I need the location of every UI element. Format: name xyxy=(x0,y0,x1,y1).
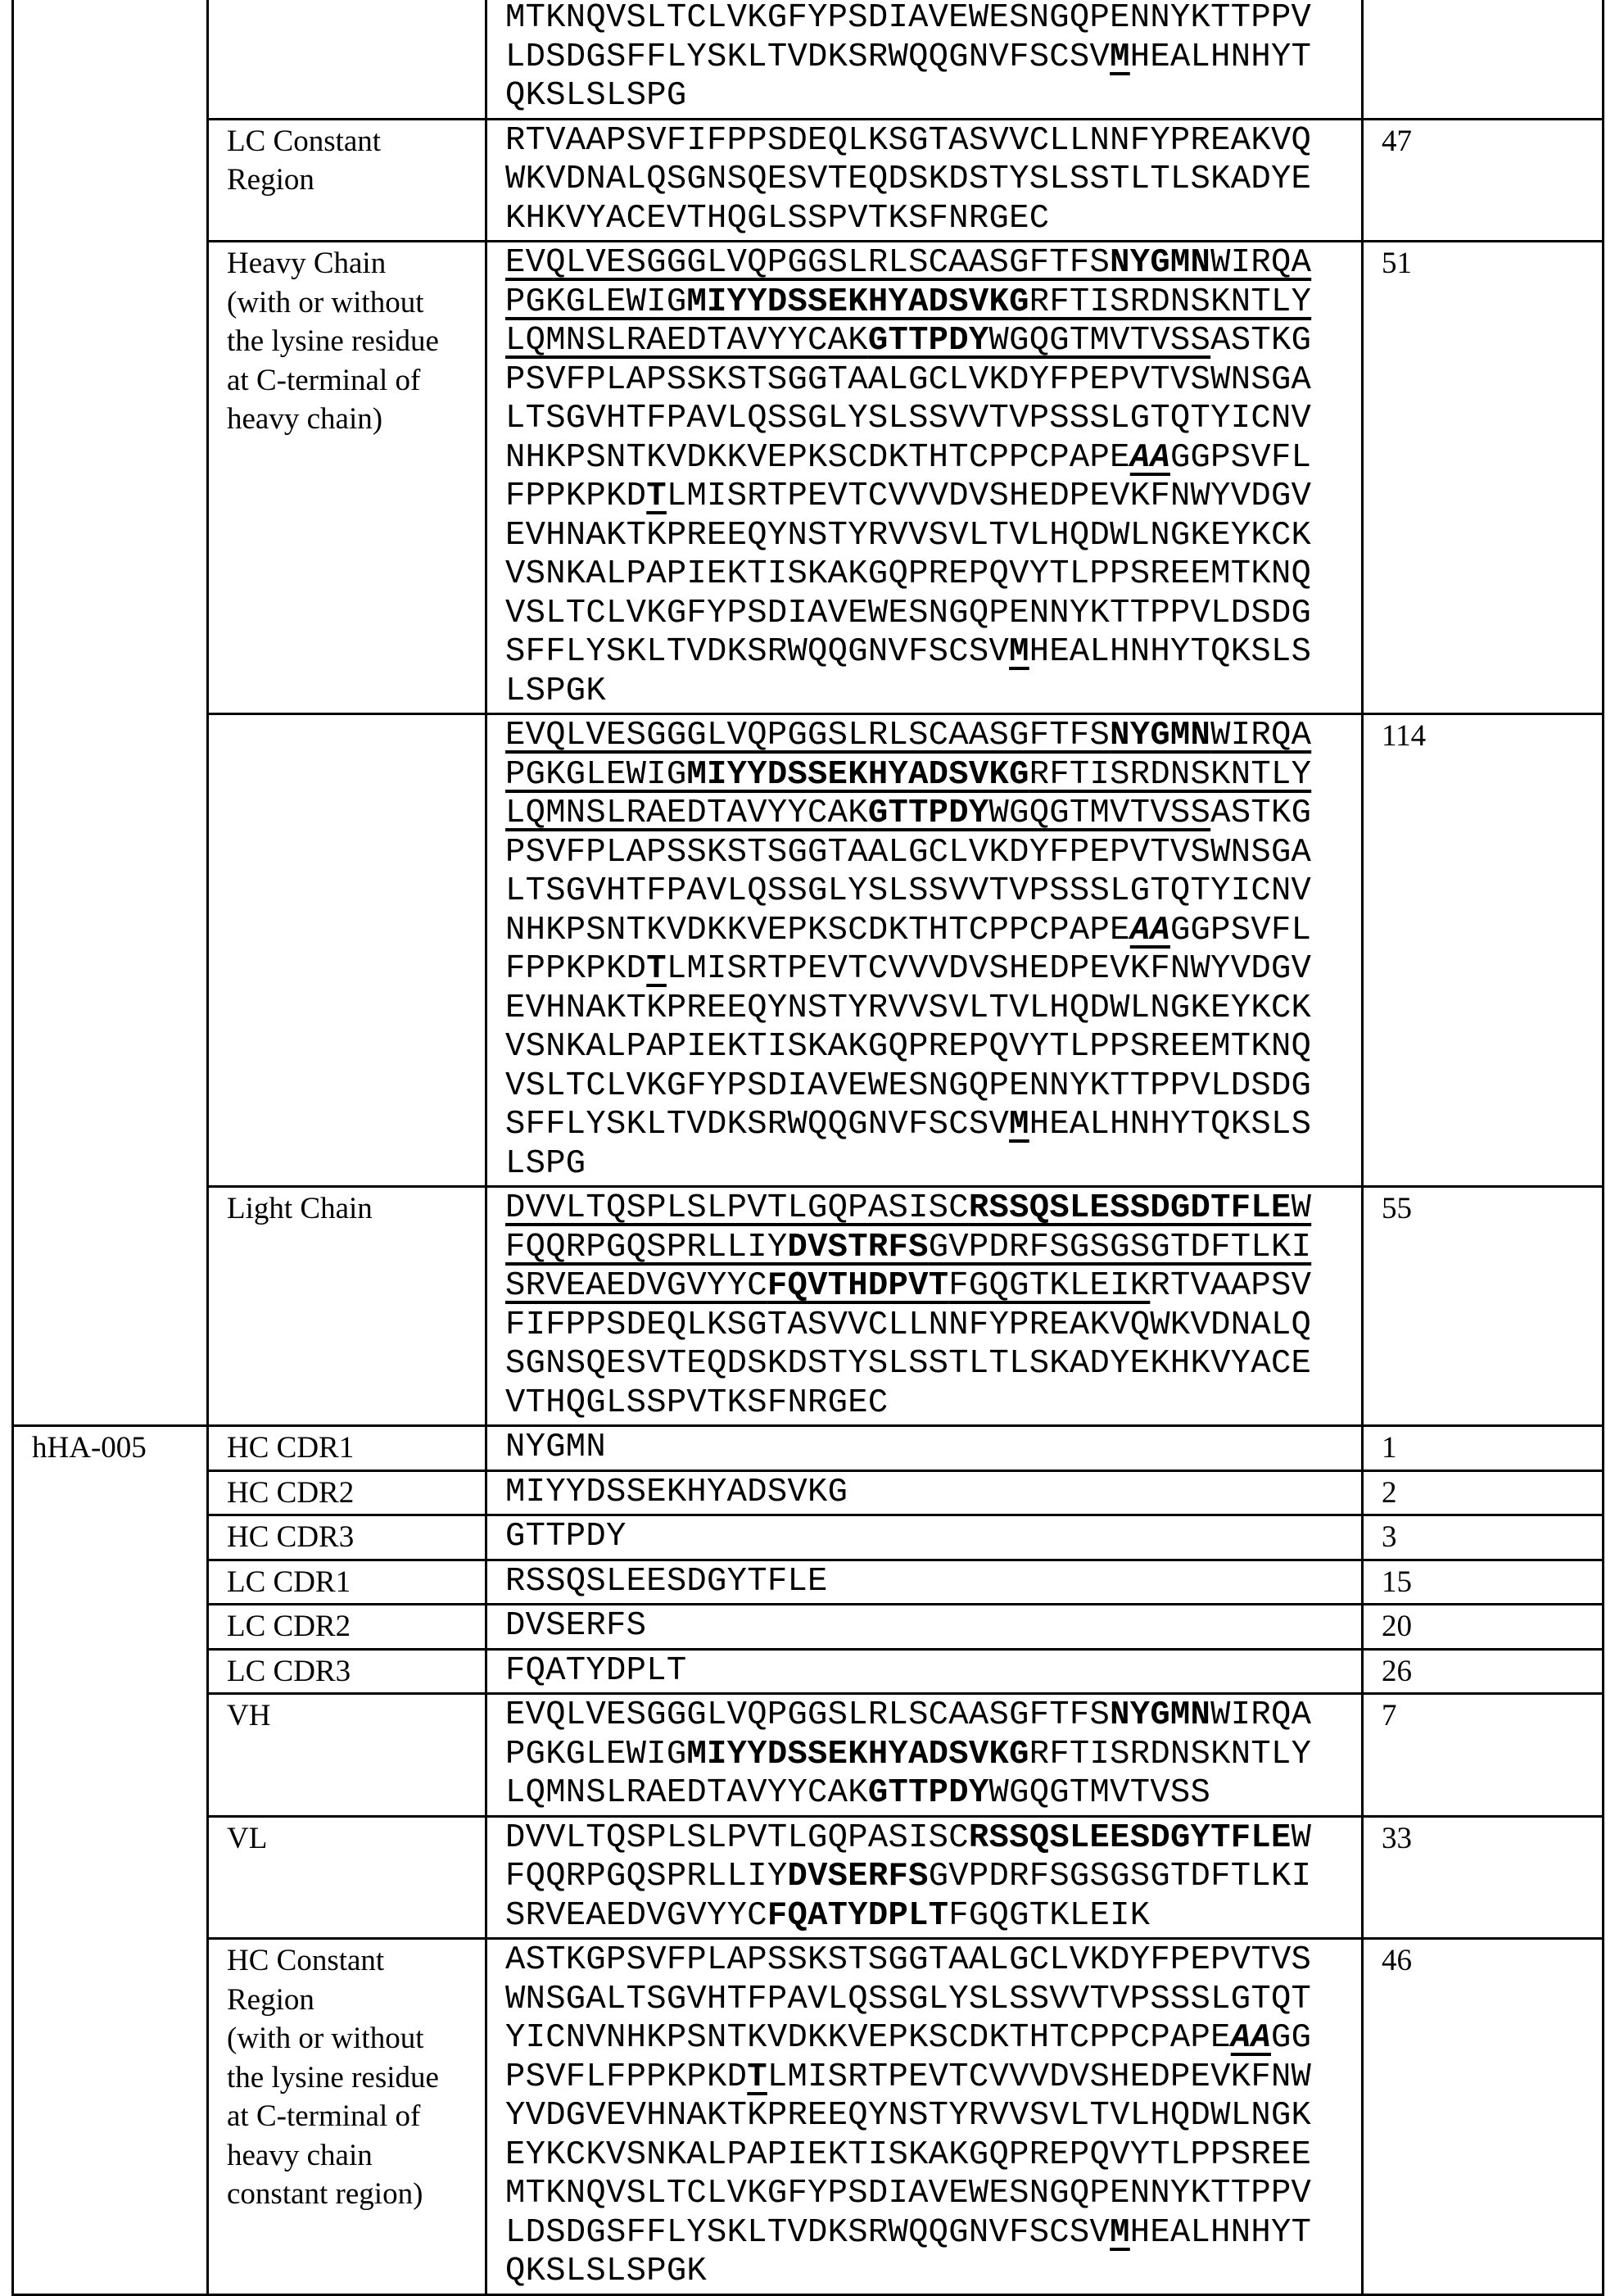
sequence-segment: ASTKG xyxy=(1210,322,1311,360)
sequence-cell xyxy=(486,1649,1363,1694)
sequence-segment: LMISRTPEVTCVVVDVSHEDPEVKFNW xyxy=(767,2058,1311,2096)
sequence-segment: WNSGALTSGVHTFPAVLQSSGLYSLSSVVTVPSSSLGTQT xyxy=(505,1981,1311,2018)
sequence-segment: FQQRPGQSPRLLIY xyxy=(505,1858,787,1895)
highlighted-residues: GTTPDY xyxy=(868,795,989,832)
sequence-line xyxy=(505,672,1353,712)
sequence-segment: LDSDGSFFLYSKLTVDKSRWQQGNVFSCSV xyxy=(505,38,1110,76)
sequence-segment: RTVAAPSVFIFPPSDEQLKSGTASVVCLLNNFYPREAKVQ xyxy=(505,122,1311,160)
sequence-segment: WGQGTMVTVSS xyxy=(989,795,1211,832)
sequence-segment: GGPSVFL xyxy=(1170,912,1311,949)
sequence-line xyxy=(505,1384,1353,1424)
table-row xyxy=(13,242,1604,714)
sequence-line xyxy=(505,1652,1353,1691)
region-label: HC CDR1 xyxy=(208,1426,486,1471)
sequence-line xyxy=(505,1518,1353,1557)
sequence-segment: LQMNSLRAEDTAVYYCAK xyxy=(505,322,868,360)
sequence-cell xyxy=(486,119,1363,242)
sequence-segment: GVPDRFSGSGSGTDFTLKI xyxy=(929,1858,1311,1895)
region-label: VH xyxy=(208,1694,486,1817)
sequence-line xyxy=(505,795,1353,834)
sequence-table xyxy=(11,0,1604,2296)
sequence-segment: EVHNAKTKPREEQYNSTYRVVSVLTVLHQDWLNGKEYKCK xyxy=(505,517,1311,555)
sequence-line xyxy=(505,2136,1353,2176)
sequence-cell xyxy=(486,1187,1363,1426)
sequence-line xyxy=(505,872,1353,912)
sequence-segment: HEALHNHYT xyxy=(1130,2214,1311,2252)
highlighted-residues: AA xyxy=(1130,439,1170,477)
highlighted-residues: NYGMN xyxy=(1110,717,1210,754)
sequence-segment: FGQGTKLEIK xyxy=(948,1897,1150,1935)
sequence-segment: MTKNQVSLTCLVKGFYPSDIAVEWESNGQPENNYKTTPPV xyxy=(505,0,1311,37)
sequence-line xyxy=(505,912,1353,951)
seq-id-number: 15 xyxy=(1363,1560,1604,1605)
seq-id-number: 51 xyxy=(1363,242,1604,714)
highlighted-residues: RSSQSLEESDGYTFLE xyxy=(969,1819,1292,1857)
sequence-segment: NYGMN xyxy=(505,1429,606,1466)
sequence-line xyxy=(505,361,1353,401)
sequence-segment: LQMNSLRAEDTAVYYCAK xyxy=(505,1774,868,1812)
sequence-segment: W xyxy=(1292,1819,1312,1857)
sequence-segment: RFTISRDNSKNTLY xyxy=(1029,283,1311,321)
sequence-segment: GTTPDY xyxy=(505,1518,627,1556)
sequence-cell xyxy=(486,1816,1363,1939)
highlighted-residues: T xyxy=(646,478,667,515)
sequence-line xyxy=(505,1229,1353,1268)
highlighted-residues: T xyxy=(646,950,667,988)
sequence-cell xyxy=(486,0,1363,119)
sequence-segment: FIFPPSDEQLKSGTASVVCLLNNFYPREAKVQWKVDNALQ xyxy=(505,1307,1311,1344)
sequence-line xyxy=(505,1145,1353,1184)
sequence-segment: EVQLVESGGGLVQPGGSLRLSCAASGFTFS xyxy=(505,717,1110,754)
sequence-segment: WIRQA xyxy=(1210,717,1311,754)
sequence-cell xyxy=(486,1470,1363,1515)
sequence-line xyxy=(505,756,1353,795)
sequence-segment: ASTKGPSVFPLAPSSKSTSGGTAALGCLVKDYFPEPVTVS xyxy=(505,1941,1311,1979)
sequence-segment: RTVAAPSV xyxy=(1150,1267,1311,1305)
seq-id-number: 46 xyxy=(1363,1939,1604,2295)
sequence-line xyxy=(505,633,1353,672)
sequence-segment: GGPSVFL xyxy=(1170,439,1311,477)
sequence-segment: QKSLSLSPG xyxy=(505,77,686,115)
seq-id-number: 33 xyxy=(1363,1816,1604,1939)
sequence-segment: NHKPSNTKVDKKVEPKSCDKTHTCPPCPAPE xyxy=(505,912,1130,949)
sequence-segment: EVQLVESGGGLVQPGGSLRLSCAASGFTFS xyxy=(505,244,1110,282)
sequence-cell xyxy=(486,714,1363,1187)
seq-id-number: 1 xyxy=(1363,1426,1604,1471)
sequence-line xyxy=(505,2058,1353,2098)
sequence-segment: GG xyxy=(1271,2019,1311,2057)
highlighted-residues: MIYYDSSEKHYADSVKG xyxy=(686,1736,1029,1773)
sequence-cell xyxy=(486,1426,1363,1471)
sequence-segment: LSPGK xyxy=(505,672,606,710)
table-row xyxy=(13,1649,1604,1694)
sequence-segment: HEALHNHYTQKSLS xyxy=(1029,633,1311,671)
sequence-segment: LTSGVHTFPAVLQSSGLYSLSSVVTVPSSSLGTQTYICNV xyxy=(505,400,1311,437)
sequence-segment: VTHQGLSSPVTKSFNRGEC xyxy=(505,1384,888,1422)
sequence-segment: PSVFPLAPSSKSTSGGTAALGCLVKDYFPEPVTVSWNSGA xyxy=(505,361,1311,399)
sequence-segment: QKSLSLSPGK xyxy=(505,2253,707,2290)
sequence-segment: HEALHNHYTQKSLS xyxy=(1029,1106,1311,1143)
sequence-line xyxy=(505,717,1353,756)
sequence-line xyxy=(505,950,1353,989)
sequence-table-body xyxy=(13,0,1604,2294)
seq-id-number: 3 xyxy=(1363,1515,1604,1560)
highlighted-residues: MIYYDSSEKHYADSVKG xyxy=(686,283,1029,321)
sequence-line xyxy=(505,1736,1353,1775)
highlighted-residues: DVSERFS xyxy=(787,1858,928,1895)
highlighted-residues: GTTPDY xyxy=(868,322,989,360)
table-row xyxy=(13,1560,1604,1605)
region-label xyxy=(208,714,486,1187)
sequence-segment: FPPKPKD xyxy=(505,478,646,515)
antibody-name-cell xyxy=(13,0,208,1426)
sequence-cell xyxy=(486,1560,1363,1605)
sequence-cell xyxy=(486,1605,1363,1650)
seq-id-number xyxy=(1363,0,1604,119)
sequence-cell xyxy=(486,1939,1363,2295)
sequence-line xyxy=(505,2253,1353,2292)
highlighted-residues: M xyxy=(1009,1106,1029,1143)
sequence-line xyxy=(505,400,1353,439)
sequence-line xyxy=(505,283,1353,323)
sequence-line xyxy=(505,322,1353,361)
table-row xyxy=(13,0,1604,119)
seq-id-number: 55 xyxy=(1363,1187,1604,1426)
sequence-segment: NHKPSNTKVDKKVEPKSCDKTHTCPPCPAPE xyxy=(505,439,1130,477)
highlighted-residues: AA xyxy=(1231,2019,1271,2057)
sequence-line xyxy=(505,1819,1353,1859)
sequence-line xyxy=(505,244,1353,283)
sequence-segment: PSVFLFPPKPKD xyxy=(505,2058,747,2096)
sequence-segment: SFFLYSKLTVDKSRWQQGNVFSCSV xyxy=(505,633,1009,671)
sequence-segment: DVSERFS xyxy=(505,1607,646,1645)
sequence-line xyxy=(505,989,1353,1029)
sequence-line xyxy=(505,0,1353,38)
region-label: LC CDR3 xyxy=(208,1649,486,1694)
sequence-line xyxy=(505,2019,1353,2058)
sequence-segment: MTKNQVSLTCLVKGFYPSDIAVEWESNGQPENNYKTTPPV xyxy=(505,2175,1311,2212)
sequence-line xyxy=(505,1189,1353,1229)
sequence-cell xyxy=(486,242,1363,714)
sequence-segment: LMISRTPEVTCVVVDVSHEDPEVKFNWYVDGV xyxy=(667,478,1311,515)
region-label xyxy=(208,0,486,119)
sequence-segment: PGKGLEWIG xyxy=(505,1736,686,1773)
sequence-line xyxy=(505,1774,1353,1814)
sequence-line xyxy=(505,1067,1353,1107)
highlighted-residues: AA xyxy=(1130,912,1170,949)
sequence-line xyxy=(505,1307,1353,1346)
table-row xyxy=(13,1816,1604,1939)
sequence-segment: FQATYDPLT xyxy=(505,1652,686,1690)
sequence-segment: YICNVNHKPSNTKVDKKVEPKSCDKTHTCPPCPAPE xyxy=(505,2019,1231,2057)
highlighted-residues: M xyxy=(1009,633,1029,671)
sequence-line xyxy=(505,1897,1353,1936)
sequence-line xyxy=(505,555,1353,595)
region-label: LC CDR2 xyxy=(208,1605,486,1650)
highlighted-residues: DVSTRFS xyxy=(787,1229,928,1266)
region-label: Heavy Chain (with or without the lysine residue at C-terminal of heavy chain) xyxy=(208,242,486,714)
table-row xyxy=(13,1515,1604,1560)
sequence-segment: VSNKALPAPIEKTISKAKGQPREPQVYTLPPSREEMTKNQ xyxy=(505,1028,1311,1066)
sequence-line xyxy=(505,517,1353,556)
sequence-line xyxy=(505,122,1353,161)
sequence-segment: EVQLVESGGGLVQPGGSLRLSCAASGFTFS xyxy=(505,1696,1110,1734)
sequence-line xyxy=(505,595,1353,634)
region-label: LC CDR1 xyxy=(208,1560,486,1605)
sequence-segment: LMISRTPEVTCVVVDVSHEDPEVKFNWYVDGV xyxy=(667,950,1311,988)
sequence-line xyxy=(505,1474,1353,1513)
sequence-segment: SRVEAEDVGVYYC xyxy=(505,1267,767,1305)
table-row xyxy=(13,1694,1604,1817)
sequence-cell xyxy=(486,1515,1363,1560)
sequence-line xyxy=(505,1267,1353,1307)
highlighted-residues: FQATYDPLT xyxy=(767,1897,948,1935)
sequence-segment: SRVEAEDVGVYYC xyxy=(505,1897,767,1935)
sequence-segment: YVDGVEVHNAKTKPREEQYNSTYRVVSVLTVLHQDWLNGK xyxy=(505,2097,1311,2135)
sequence-line xyxy=(505,478,1353,517)
sequence-segment: VSLTCLVKGFYPSDIAVEWESNGQPENNYKTTPPVLDSDG xyxy=(505,1067,1311,1105)
highlighted-residues: RSSQSLESSDGDTFLE xyxy=(969,1189,1292,1227)
sequence-segment: RSSQSLEESDGYTFLE xyxy=(505,1563,828,1601)
sequence-line xyxy=(505,1607,1353,1646)
sequence-segment: RFTISRDNSKNTLY xyxy=(1029,756,1311,794)
sequence-segment: FPPKPKD xyxy=(505,950,646,988)
seq-id-number: 7 xyxy=(1363,1694,1604,1817)
sequence-segment: GVPDRFSGSGSGTDFTLKI xyxy=(929,1229,1311,1266)
highlighted-residues: MIYYDSSEKHYADSVKG xyxy=(686,756,1029,794)
seq-id-number: 20 xyxy=(1363,1605,1604,1650)
sequence-segment: LQMNSLRAEDTAVYYCAK xyxy=(505,795,868,832)
region-label: HC CDR3 xyxy=(208,1515,486,1560)
sequence-line xyxy=(505,200,1353,239)
seq-id-number: 26 xyxy=(1363,1649,1604,1694)
sequence-line xyxy=(505,1941,1353,1981)
seq-id-number: 114 xyxy=(1363,714,1604,1187)
sequence-line xyxy=(505,1106,1353,1145)
sequence-segment: LSPG xyxy=(505,1145,586,1183)
sequence-cell xyxy=(486,1694,1363,1817)
sequence-line xyxy=(505,439,1353,478)
table-row xyxy=(13,1187,1604,1426)
sequence-segment: MIYYDSSEKHYADSVKG xyxy=(505,1474,848,1511)
sequence-line xyxy=(505,161,1353,200)
sequence-segment: EYKCKVSNKALPAPIEKTISKAKGQPREPQVYTLPPSREE xyxy=(505,2136,1311,2174)
sequence-segment: KHKVYACEVTHQGLSSPVTKSFNRGEC xyxy=(505,200,1049,238)
table-row xyxy=(13,1605,1604,1650)
sequence-line xyxy=(505,834,1353,873)
table-row xyxy=(13,119,1604,242)
sequence-segment: ASTKG xyxy=(1210,795,1311,832)
sequence-line xyxy=(505,1028,1353,1067)
table-row xyxy=(13,1426,1604,1471)
sequence-line xyxy=(505,2214,1353,2253)
sequence-segment: WIRQA xyxy=(1210,1696,1311,1734)
antibody-name-cell: hHA-005 xyxy=(13,1426,208,2295)
highlighted-residues: M xyxy=(1110,2214,1130,2252)
highlighted-residues: NYGMN xyxy=(1110,1696,1210,1734)
sequence-segment: W xyxy=(1292,1189,1312,1227)
region-label: VL xyxy=(208,1816,486,1939)
sequence-segment: WGQGTMVTVSS xyxy=(989,1774,1211,1812)
sequence-segment: WKVDNALQSGNSQESVTEQDSKDSTYSLSSTLTLSKADYE xyxy=(505,161,1311,198)
sequence-line xyxy=(505,2097,1353,2136)
sequence-segment: FGQGTKLEIK xyxy=(948,1267,1150,1305)
highlighted-residues: T xyxy=(747,2058,767,2096)
sequence-segment: WGQGTMVTVSS xyxy=(989,322,1211,360)
region-label: HC CDR2 xyxy=(208,1470,486,1515)
sequence-line xyxy=(505,1858,1353,1897)
sequence-segment: DVVLTQSPLSLPVTLGQPASISC xyxy=(505,1819,969,1857)
highlighted-residues: FQVTHDPVT xyxy=(767,1267,948,1305)
sequence-segment: VSLTCLVKGFYPSDIAVEWESNGQPENNYKTTPPVLDSDG xyxy=(505,595,1311,632)
sequence-segment: SGNSQESVTEQDSKDSTYSLSSTLTLSKADYEKHKVYACE xyxy=(505,1345,1311,1383)
highlighted-residues: NYGMN xyxy=(1110,244,1210,282)
highlighted-residues: M xyxy=(1110,38,1130,76)
sequence-line xyxy=(505,1696,1353,1736)
sequence-segment: LTSGVHTFPAVLQSSGLYSLSSVVTVPSSSLGTQTYICNV xyxy=(505,872,1311,910)
sequence-segment: PGKGLEWIG xyxy=(505,756,686,794)
sequence-segment: FQQRPGQSPRLLIY xyxy=(505,1229,787,1266)
sequence-segment: LDSDGSFFLYSKLTVDKSRWQQGNVFSCSV xyxy=(505,2214,1110,2252)
region-label: LC Constant Region xyxy=(208,119,486,242)
sequence-line xyxy=(505,38,1353,78)
sequence-line xyxy=(505,2175,1353,2214)
sequence-segment: DVVLTQSPLSLPVTLGQPASISC xyxy=(505,1189,969,1227)
seq-id-number: 2 xyxy=(1363,1470,1604,1515)
table-row xyxy=(13,714,1604,1187)
sequence-segment: HEALHNHYT xyxy=(1130,38,1311,76)
sequence-line xyxy=(505,1563,1353,1602)
sequence-line xyxy=(505,1981,1353,2020)
table-row xyxy=(13,1470,1604,1515)
sequence-segment: PSVFPLAPSSKSTSGGTAALGCLVKDYFPEPVTVSWNSGA xyxy=(505,834,1311,872)
sequence-segment: SFFLYSKLTVDKSRWQQGNVFSCSV xyxy=(505,1106,1009,1143)
sequence-segment: PGKGLEWIG xyxy=(505,283,686,321)
sequence-line xyxy=(505,1429,1353,1468)
sequence-segment: WIRQA xyxy=(1210,244,1311,282)
region-label: HC Constant Region (with or without the lysine residue at C-terminal of heavy chain constant region) xyxy=(208,1939,486,2295)
sequence-segment: VSNKALPAPIEKTISKAKGQPREPQVYTLPPSREEMTKNQ xyxy=(505,555,1311,593)
sequence-line xyxy=(505,1345,1353,1384)
table-row xyxy=(13,1939,1604,2295)
sequence-segment: RFTISRDNSKNTLY xyxy=(1029,1736,1311,1773)
highlighted-residues: GTTPDY xyxy=(868,1774,989,1812)
seq-id-number: 47 xyxy=(1363,119,1604,242)
sequence-segment: EVHNAKTKPREEQYNSTYRVVSVLTVLHQDWLNGKEYKCK xyxy=(505,989,1311,1027)
region-label: Light Chain xyxy=(208,1187,486,1426)
sequence-line xyxy=(505,77,1353,116)
